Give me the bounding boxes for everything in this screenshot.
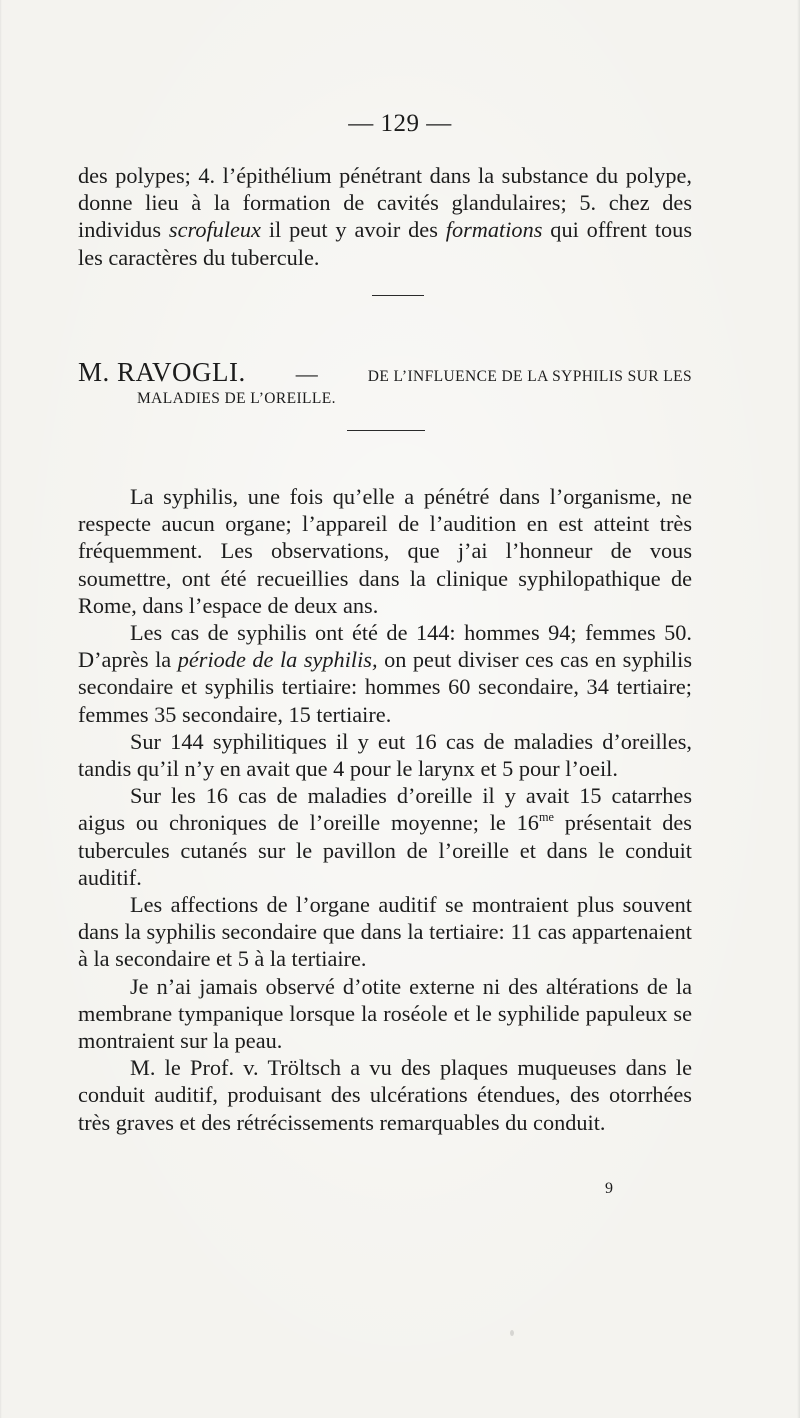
text-run: présentait des tubercules cutanés sur le pavillon de l’oreille et dans le conduit auditif. [78,810,692,890]
paragraph: Les affections de l’organe auditif se montraient plus souvent dans la syphilis secondaire que dans la tertiaire: 11 cas appartenaient à la secondaire et 5 à la tertiaire. [78,892,692,972]
heading-dash: — [295,361,318,386]
paragraph: Sur 144 syphilitiques il y eut 16 cas de maladies d’oreilles, tandis qu’il n’y en avait que 4 pour le larynx et 5 pour l’oeil. [78,728,692,782]
paragraph: La syphilis, une fois qu’elle a pénétré dans l’organisme, ne respecte aucun organe; l’appareil de l’audition en est atteint très fréquemment. Les observations, que j’ai l’honneur de vous soumettre, ont été recueillies dans la clinique syphilopathique de Rome, dans l’espace de deux ans. [78,484,692,618]
paragraph-continued [78,162,692,271]
author-name: M. RAVOGLI. [78,357,246,387]
paragraph: Je n’ai jamais observé d’otite externe ni des altérations de la membrane tympanique lorsque la roséole et le syphilide papuleux se montraient sur la peau. [78,973,692,1054]
section-heading [78,357,692,408]
body-text [78,483,692,1136]
divider-rule [347,430,425,431]
superscript: me [538,810,554,825]
paper-speck [510,1330,514,1336]
text-run: des polypes; 4. l’épithélium pénétrant dans la substance du polype, donne lieu à la formation de cavités glandulaires; 5. chez des individus [78,163,692,243]
text-run: Sur les 16 cas de maladies d’oreille il y avait 15 catarrhes aigus ou chroniques de l’oreille moyenne; le 16 [78,783,692,836]
page-number: — 129 — [348,110,452,137]
continued-paragraph [78,162,692,271]
signature-mark: 9 [605,1180,613,1197]
section-title-line1: DE L’INFLUENCE DE LA SYPHILIS SUR LES [367,368,692,385]
divider-rule [372,295,424,296]
paragraph [78,619,692,728]
text-run: on peut diviser ces cas en syphilis secondaire et syphilis tertiaire: hommes 60 secondaire, 34 tertiaire; femmes 35 secondaire, 15 tertiaire. [78,647,693,727]
text-run: qui offrent tous les caractères du tubercule. [78,217,692,270]
section-title-line2: MALADIES DE L’OREILLE. [137,390,336,407]
paragraph: M. le Prof. v. Tröltsch a vu des plaques muqueuses dans le conduit auditif, produisant des ulcérations étendues, des otorrhées très graves et des rétrécissements remarquables du conduit. [78,1055,692,1135]
italic-term: scrofuleux [168,217,261,243]
italic-term: formations [445,217,543,243]
text-run: il peut y avoir des [260,217,446,243]
paragraph [78,782,692,891]
text-run: Les cas de syphilis ont été de 144: hommes 94; femmes 50. D’après la [78,620,692,673]
italic-term: période de la syphilis, [177,647,378,673]
